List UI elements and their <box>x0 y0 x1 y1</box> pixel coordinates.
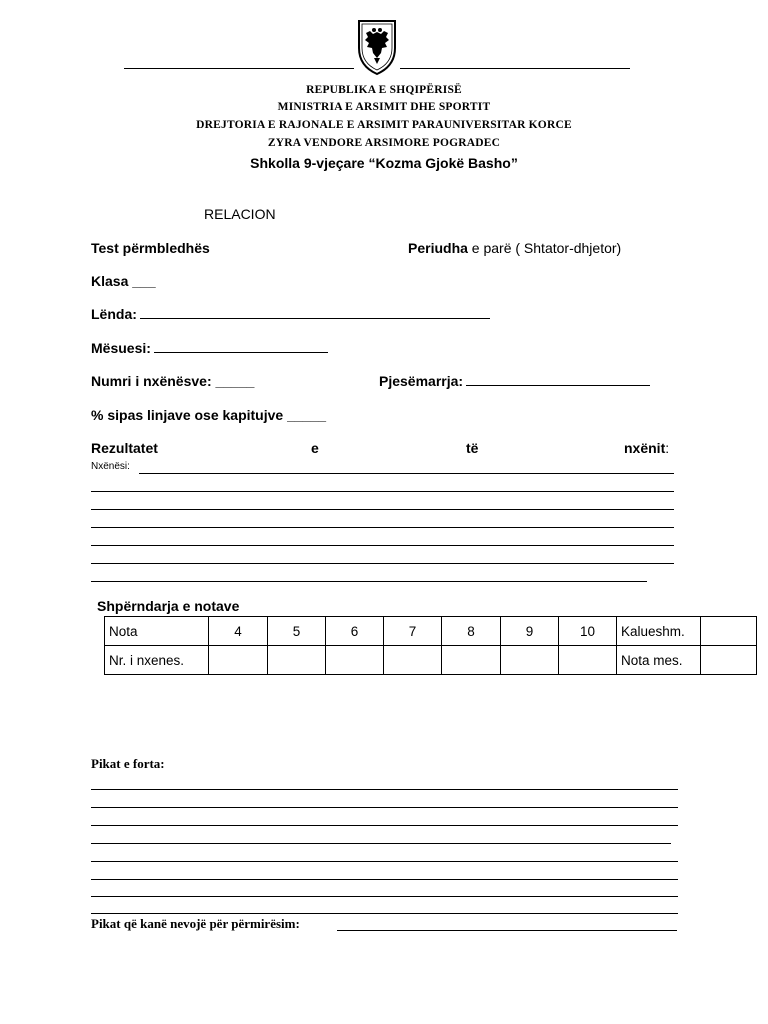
subject-blank[interactable] <box>140 306 490 319</box>
header-line-left <box>124 68 354 69</box>
period-value: e parë ( Shtator-dhjetor) <box>467 240 622 256</box>
results-line[interactable] <box>91 509 674 510</box>
strengths-line[interactable] <box>91 896 678 897</box>
header-office: ZYRA VENDORE ARSIMORE POGRADEC <box>267 137 501 149</box>
strengths-line[interactable] <box>91 879 678 880</box>
header-line-right <box>400 68 630 69</box>
grades-table <box>104 616 757 675</box>
strengths-line[interactable] <box>91 807 678 808</box>
grades-row-count <box>105 646 757 675</box>
header-republic: REPUBLIKA E SHQIPËRISË <box>306 84 462 96</box>
improvement-line[interactable] <box>337 930 677 931</box>
school-name: Shkolla 9-vjeçare “Kozma Gjokë Basho” <box>250 155 518 171</box>
count-cell[interactable] <box>209 646 268 675</box>
teacher-field <box>91 340 328 356</box>
count-cell[interactable] <box>326 646 384 675</box>
grade-7: 7 <box>384 617 442 646</box>
doc-title: RELACION <box>204 206 276 222</box>
test-label: Test përmbledhës <box>91 240 210 256</box>
results-line[interactable] <box>91 581 647 582</box>
count-cell[interactable] <box>442 646 501 675</box>
students-count-label: Numri i nxënësve: _____ <box>91 373 255 389</box>
participation-blank[interactable] <box>466 373 650 386</box>
grade-9: 9 <box>501 617 559 646</box>
count-cell[interactable] <box>384 646 442 675</box>
participation-field <box>379 373 650 389</box>
strengths-line[interactable] <box>91 913 678 914</box>
percent-label: % sipas linjave ose kapitujve _____ <box>91 407 327 423</box>
results-line[interactable] <box>91 563 674 564</box>
results-word-3: të <box>466 440 479 456</box>
results-word-4-wrap <box>624 440 669 456</box>
kalueshm-value[interactable] <box>701 617 757 646</box>
subject-label: Lënda: <box>91 306 137 322</box>
improvement-label: Pikat që kanë nevojë për përmirësim: <box>91 916 300 931</box>
subject-field <box>91 306 490 322</box>
nota-mes-value[interactable] <box>701 646 757 675</box>
nota-label: Nota <box>105 617 209 646</box>
participation-label: Pjesëmarrja: <box>379 373 464 389</box>
nota-mes-label: Nota mes. <box>617 646 701 675</box>
header-ministry: MINISTRIA E ARSIMIT DHE SPORTIT <box>277 101 491 113</box>
grades-title: Shpërndarja e notave <box>97 598 240 614</box>
grade-8: 8 <box>442 617 501 646</box>
period-field <box>408 240 621 256</box>
teacher-label: Mësuesi: <box>91 340 151 356</box>
grade-4: 4 <box>209 617 268 646</box>
results-line[interactable] <box>91 491 674 492</box>
teacher-blank[interactable] <box>154 340 328 353</box>
grade-6: 6 <box>326 617 384 646</box>
strengths-label: Pikat e forta: <box>91 756 165 771</box>
grade-5: 5 <box>268 617 326 646</box>
results-colon: : <box>665 440 670 456</box>
results-line[interactable] <box>91 545 674 546</box>
class-label: Klasa ___ <box>91 273 156 289</box>
student-line[interactable] <box>139 473 674 474</box>
kalueshm-label: Kalueshm. <box>617 617 701 646</box>
albania-emblem <box>356 18 398 76</box>
count-cell[interactable] <box>501 646 559 675</box>
student-label: Nxënësi: <box>91 461 130 472</box>
count-cell[interactable] <box>559 646 617 675</box>
grades-row-nota <box>105 617 757 646</box>
period-label: Periudha <box>408 240 468 256</box>
results-word-2: e <box>311 440 319 456</box>
strengths-line[interactable] <box>91 825 678 826</box>
count-cell[interactable] <box>268 646 326 675</box>
strengths-line[interactable] <box>91 843 671 844</box>
header-directorate: DREJTORIA E RAJONALE E ARSIMIT PARAUNIVERSITAR KORCE <box>196 119 572 131</box>
strengths-line[interactable] <box>91 789 678 790</box>
grade-10: 10 <box>559 617 617 646</box>
count-label: Nr. i nxenes. <box>105 646 209 675</box>
strengths-line[interactable] <box>91 861 678 862</box>
results-word-1: Rezultatet <box>91 440 158 456</box>
results-word-4: nxënit <box>624 440 666 456</box>
results-line[interactable] <box>91 527 674 528</box>
